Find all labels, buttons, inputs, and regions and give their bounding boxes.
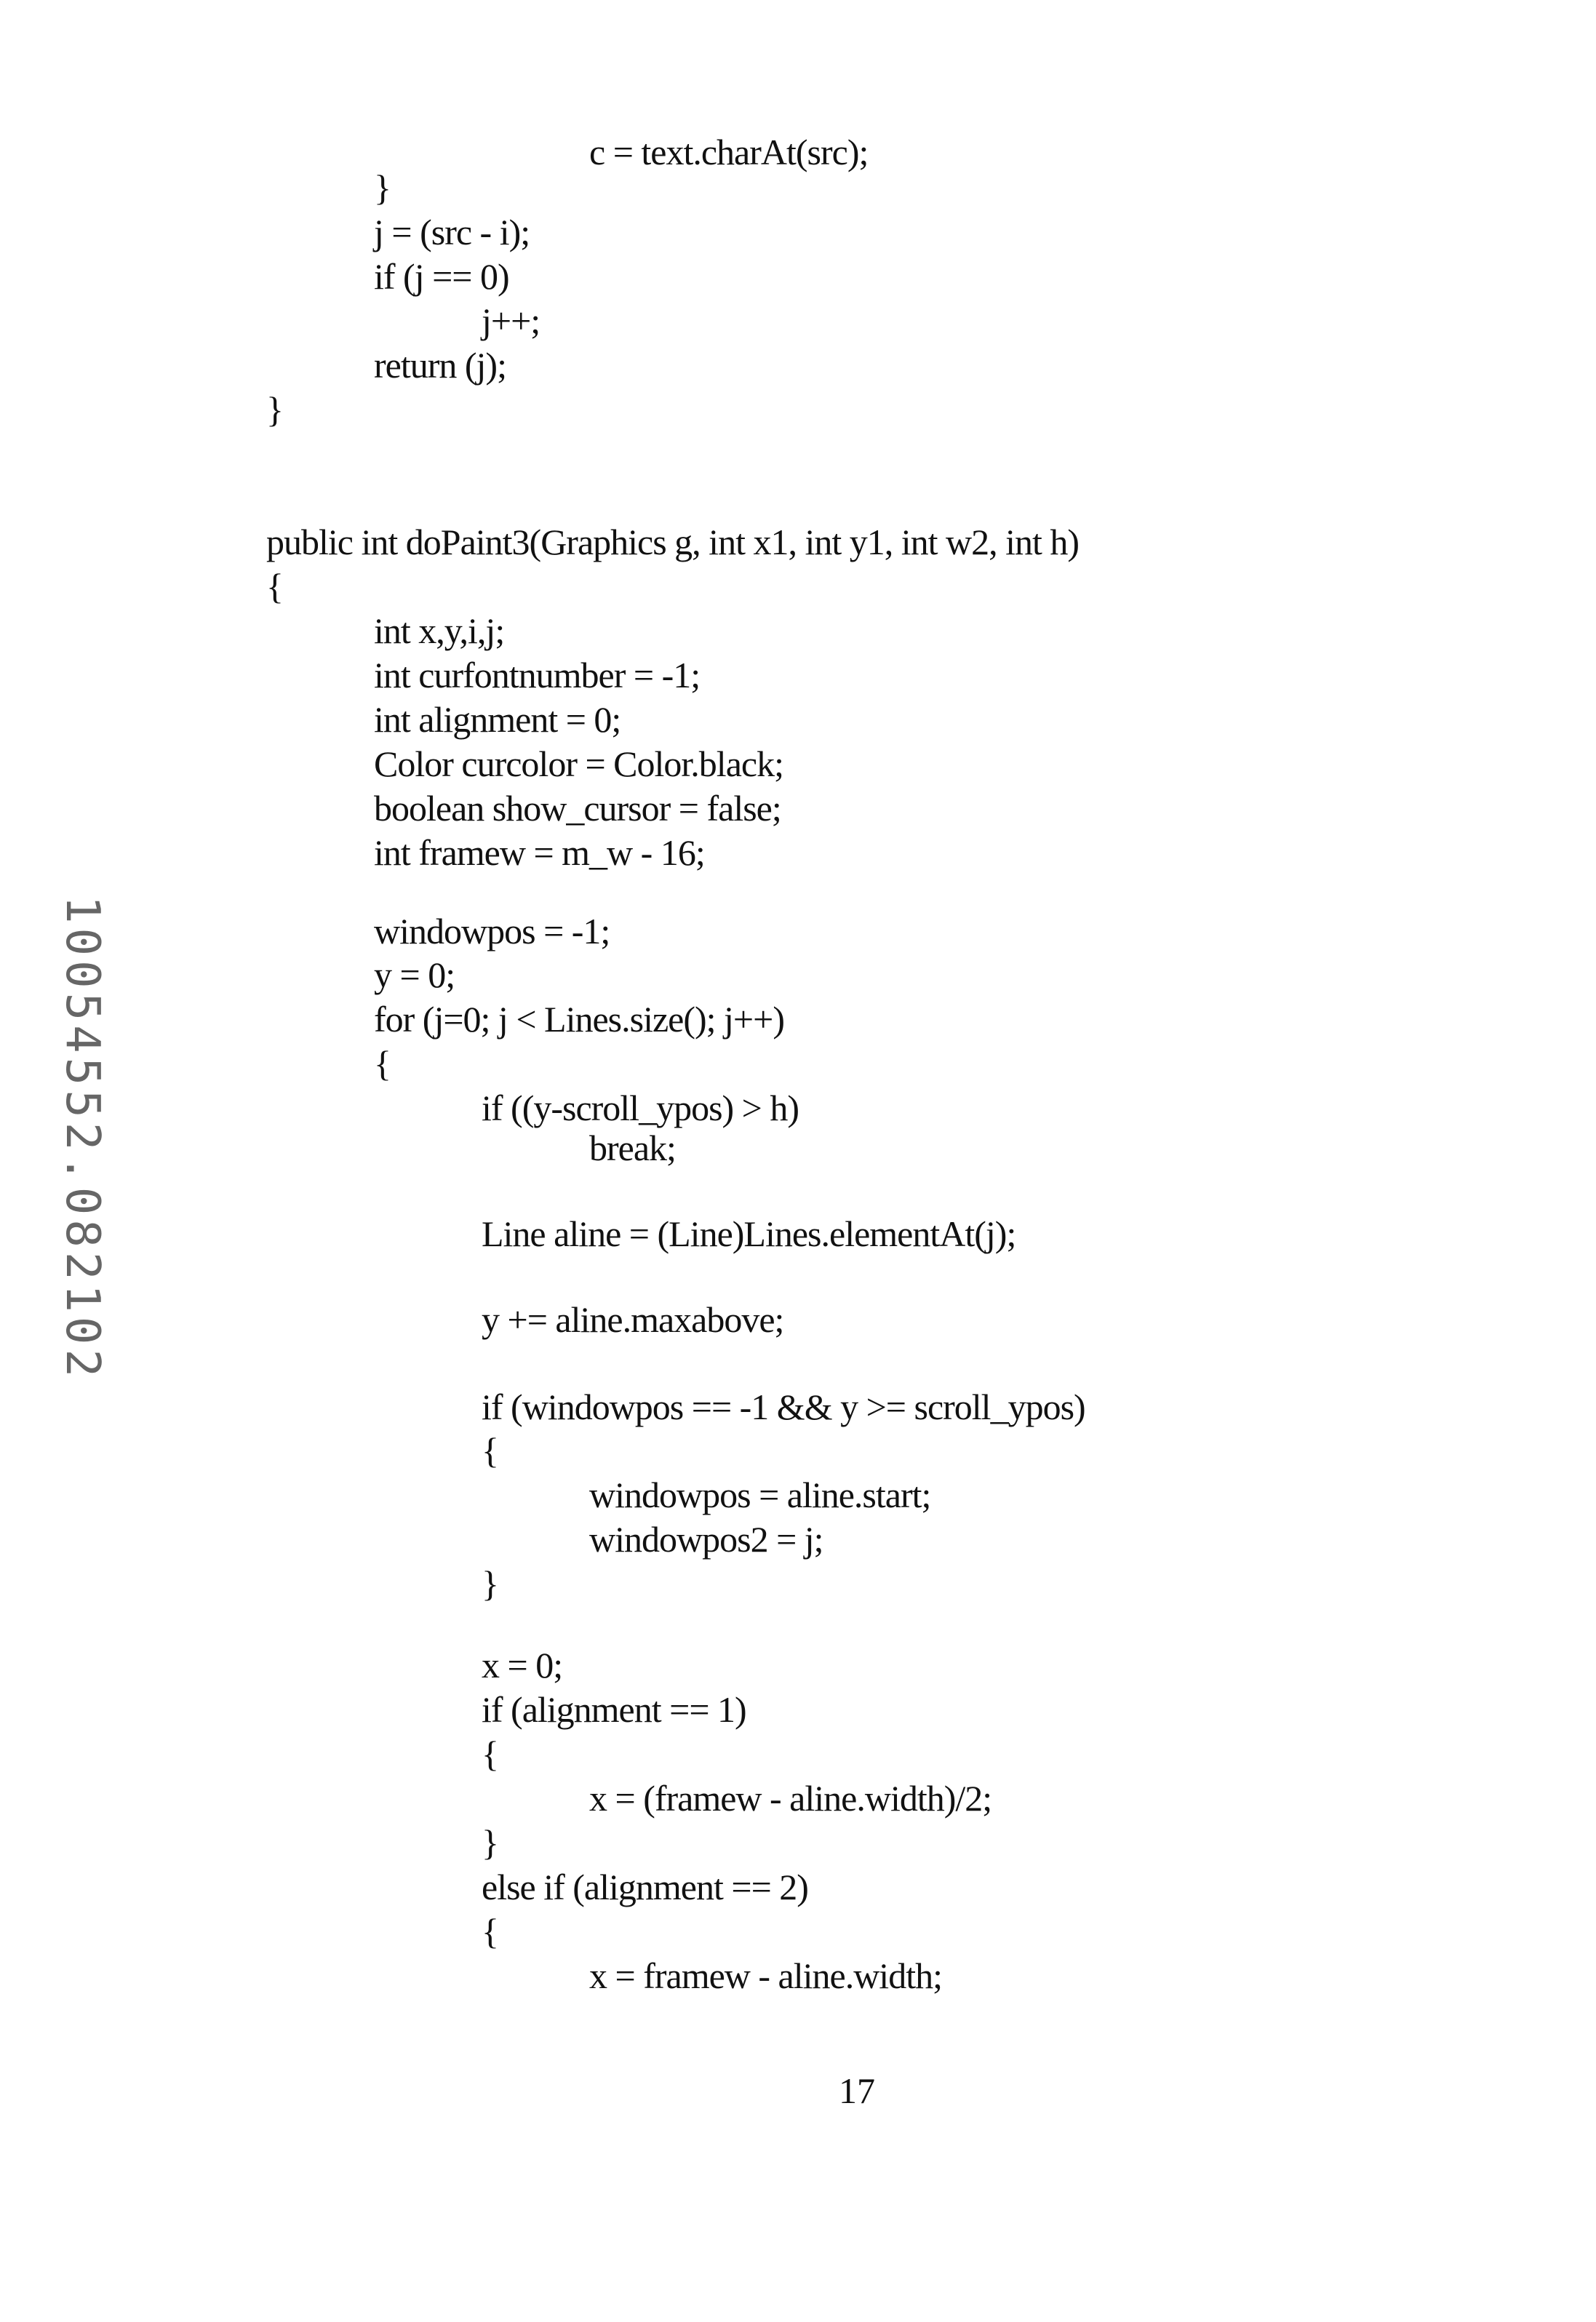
side-stamp	[57, 847, 108, 1429]
code-line: x = 0;	[482, 1643, 562, 1687]
code-line: if (j == 0)	[374, 255, 509, 298]
code-line: public int doPaint3(Graphics g, int x1, int y1, int w2, int h)	[266, 520, 1079, 564]
code-line: x = (framew - aline.width)/2;	[589, 1776, 991, 1820]
code-line: if (alignment == 1)	[482, 1688, 746, 1731]
code-line: y += aline.maxabove;	[482, 1298, 783, 1341]
code-line: j++;	[482, 299, 540, 343]
code-line: windowpos = -1;	[374, 909, 610, 953]
code-line: if ((y-scroll_ypos) > h)	[482, 1086, 799, 1130]
code-line: Line aline = (Line)Lines.elementAt(j);	[482, 1212, 1016, 1256]
code-line: windowpos = aline.start;	[589, 1473, 930, 1517]
code-line: else if (alignment == 2)	[482, 1865, 808, 1909]
code-line: boolean show_cursor = false;	[374, 786, 781, 830]
code-line: {	[482, 1429, 498, 1472]
code-line: Color curcolor = Color.black;	[374, 742, 783, 786]
code-line: y = 0;	[374, 953, 455, 997]
code-line: {	[374, 1042, 391, 1085]
code-line: x = framew - aline.width;	[589, 1954, 942, 1998]
page-number: 17	[0, 2069, 1596, 2112]
code-line: int x,y,i,j;	[374, 609, 504, 653]
code-line: for (j=0; j < Lines.size(); j++)	[374, 997, 784, 1041]
code-line: }	[482, 1562, 498, 1605]
code-line: return (j);	[374, 343, 506, 387]
code-line: {	[482, 1910, 498, 1953]
code-line: int curfontnumber = -1;	[374, 653, 700, 697]
code-line: c = text.charAt(src);	[589, 130, 868, 174]
code-line: {	[266, 564, 283, 608]
code-line: }	[374, 166, 391, 210]
code-line: windowpos2 = j;	[589, 1517, 823, 1561]
side-stamp-text: 10054552.082102	[55, 895, 109, 1381]
code-line: }	[266, 388, 283, 431]
code-line: if (windowpos == -1 && y >= scroll_ypos)	[482, 1385, 1085, 1429]
code-line: }	[482, 1821, 498, 1864]
code-line: int framew = m_w - 16;	[374, 831, 705, 874]
code-line: {	[482, 1732, 498, 1776]
code-line: j = (src - i);	[374, 210, 530, 254]
code-line: int alignment = 0;	[374, 698, 621, 741]
code-line: break;	[589, 1126, 676, 1170]
